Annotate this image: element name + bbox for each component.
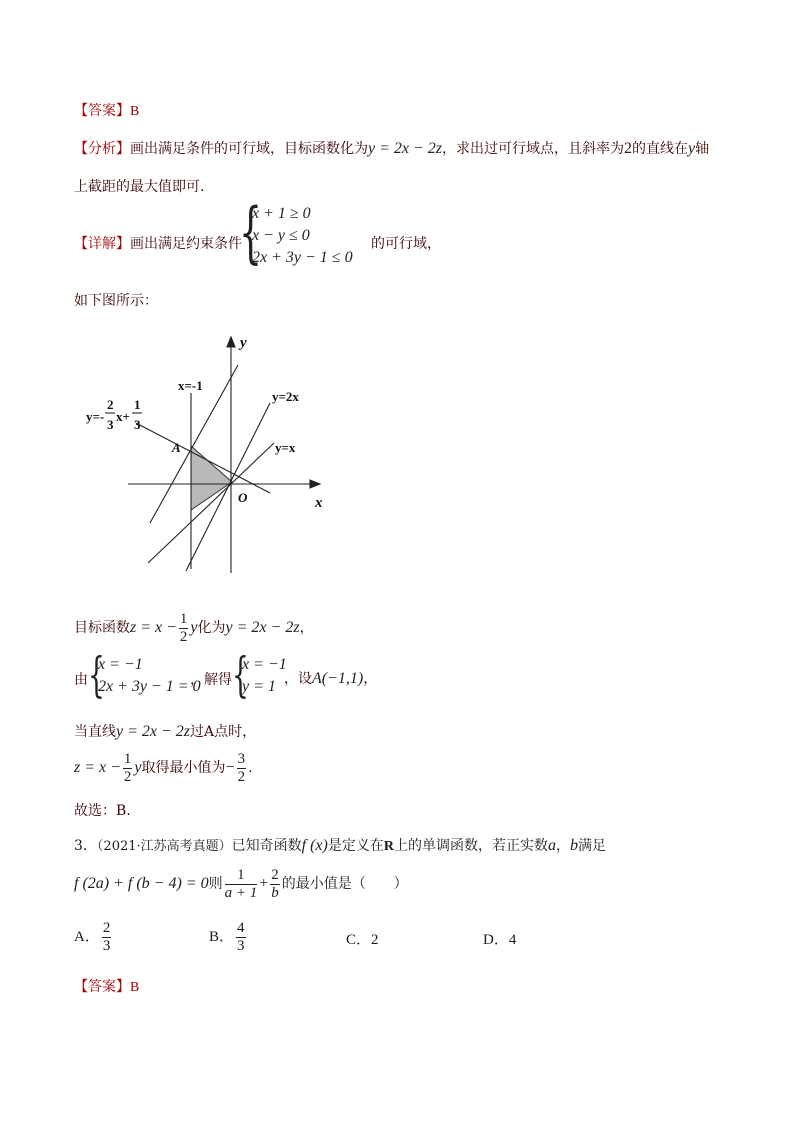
step1-line (74, 610, 314, 646)
system2-eq1: x = −1 (242, 656, 287, 673)
analysis-line-1 (74, 138, 709, 158)
problem-text: 的最小值是（ ） (281, 876, 408, 892)
line-y-eq-x (148, 443, 274, 563)
problem-source: （2021·江苏高考真题） (96, 839, 232, 854)
y-axis-arrow (227, 337, 235, 347)
fraction-one-half (179, 612, 189, 645)
fraction-1-over-a-plus-1 (225, 868, 258, 901)
option-value: 2 (371, 932, 379, 948)
constraint-2: x − y ≤ 0 (252, 227, 310, 244)
step2-tail (284, 668, 377, 688)
label-line3-frac2-num: 1 (134, 397, 141, 412)
step2-text: ， (363, 671, 378, 687)
label-line3-frac1-num: 2 (107, 397, 114, 412)
real-numbers-symbol: R (383, 839, 394, 854)
frac-den: 2 (179, 628, 188, 645)
step4-text: 取得最小值为 (141, 760, 226, 776)
step2-you: 由 (74, 672, 88, 688)
analysis-equation: y = 2x − 2z (368, 140, 443, 157)
step1-text: 化为 (197, 620, 226, 636)
option-label: B． (209, 929, 235, 945)
frac-den: 3 (102, 938, 111, 955)
analysis-text: 的直线在 (632, 141, 689, 157)
point-a-label: A (172, 440, 181, 455)
option-label: C． (346, 932, 372, 948)
answer-line-2 (74, 976, 139, 996)
condition-equation: f (2a) + f (b − 4) = 0 (74, 875, 209, 892)
axis-name: y (688, 140, 696, 157)
step2-solve: ，解得 (190, 672, 232, 688)
label-line3-mid: x+ (116, 409, 130, 424)
option-value: 4 (508, 932, 517, 948)
function-fx: f (x) (301, 837, 328, 854)
constraint-3: 2x + 3y − 1 ≤ 0 (252, 249, 353, 266)
step1-var: y (190, 619, 198, 636)
option-label: D． (483, 932, 509, 948)
problem-number: 3． (74, 838, 97, 854)
step4-lhs: z = x − (74, 759, 121, 776)
y-axis-label: y (240, 335, 247, 351)
option-label: A． (74, 929, 100, 945)
option-b[interactable] (209, 920, 248, 954)
label-y-eq-2x: y=2x (272, 389, 299, 404)
frac-den: b (271, 884, 279, 901)
analysis-text: 轴 (695, 141, 710, 157)
option-d[interactable] (483, 928, 516, 949)
step4-var: y (134, 759, 142, 776)
feasible-region (191, 446, 232, 510)
origin-label: O (238, 490, 248, 505)
constraint-brace: { (239, 194, 263, 271)
detail-tag: 【详解】 (74, 236, 130, 252)
frac-num: 1 (179, 610, 188, 627)
analysis-text: 画出满足条件的可行域，目标函数化为 (130, 141, 368, 157)
step1-text: 目标函数 (74, 620, 130, 636)
frac-den: 2 (237, 768, 246, 785)
step3-text: 过A点时， (190, 724, 257, 740)
answer-tag: 【答案】 (74, 103, 130, 119)
label-line3-frac2-den: 3 (134, 417, 141, 432)
frac-num: 2 (102, 920, 111, 937)
problem3-line-1 (74, 835, 606, 855)
var-b: b (569, 837, 578, 854)
system1-eq1: x = −1 (98, 656, 143, 673)
detail-line (74, 233, 242, 253)
frac-den: 2 (123, 768, 132, 785)
comma: ， (555, 838, 570, 854)
constraint-system (252, 203, 353, 269)
step1-equation: y = 2x − 2z (225, 619, 300, 636)
step4-line (74, 750, 253, 786)
option-fraction (236, 921, 246, 954)
slope-value: 2 (624, 140, 633, 157)
answer-value: B (130, 980, 140, 995)
option-fraction (102, 921, 112, 954)
label-line3-frac1-den: 3 (107, 417, 114, 432)
var-a: a (547, 837, 556, 854)
problem-text: 满足 (577, 838, 606, 854)
frac-num: 1 (225, 868, 258, 885)
problem-text: 已知奇函数 (231, 838, 302, 854)
minus-sign: − (225, 759, 235, 776)
answer-tag: 【答案】 (74, 979, 130, 995)
detail-text-2: 的可行域， (371, 236, 441, 252)
period: . (248, 760, 253, 776)
system2-brace: { (232, 647, 249, 703)
step1-text: ， (299, 620, 314, 636)
frac-num: 3 (237, 750, 246, 767)
fraction-2-over-b (270, 868, 280, 901)
answer-value: B (130, 104, 140, 119)
x-axis-label: x (315, 495, 323, 511)
answer-line (74, 100, 139, 120)
option-a[interactable] (74, 920, 113, 954)
option-c[interactable] (346, 928, 379, 949)
frac-num: 1 (123, 750, 132, 767)
problem-text: 则 (208, 876, 223, 892)
label-y-eq-x: y=x (275, 440, 296, 455)
step3-text: 当直线 (74, 724, 116, 740)
label-line3-prefix: y=- (86, 409, 105, 424)
figure-intro: 如下图所示： (74, 293, 158, 309)
fraction-three-halves (237, 752, 247, 785)
system2 (242, 654, 287, 698)
detail-text: 画出满足约束条件 (130, 236, 242, 252)
point-a: A(−1,1) (312, 670, 364, 687)
frac-num: 2 (271, 866, 279, 883)
problem-text: 是定义在 (327, 838, 384, 854)
frac-num: 4 (237, 920, 245, 937)
system2-eq2: y = 1 (242, 678, 276, 695)
system1 (98, 654, 201, 698)
plus-sign: + (259, 875, 269, 892)
conclusion: 故选：B. (74, 803, 131, 819)
fraction-one-half (123, 752, 133, 785)
problem3-line-2 (74, 864, 408, 904)
frac-den: a + 1 (224, 884, 258, 901)
system1-brace: { (88, 647, 105, 703)
feasible-region-figure (80, 325, 340, 575)
problem-text: 上的单调函数，若正实数 (393, 838, 548, 854)
analysis-text: ，求出过可行域点，且斜率为 (442, 141, 625, 157)
label-x-eq-minus1: x=-1 (178, 378, 203, 393)
step2-text: ，设 (284, 671, 312, 687)
analysis-line-2: 上截距的最大值即可. (74, 179, 205, 195)
step1-lhs: z = x − (130, 619, 177, 636)
step3-equation: y = 2x − 2z (116, 723, 191, 740)
constraint-1: x + 1 ≥ 0 (252, 205, 311, 222)
analysis-tag: 【分析】 (74, 141, 130, 157)
frac-den: 3 (237, 938, 245, 955)
system1-eq2: 2x + 3y − 1 = 0 (98, 678, 201, 695)
step3-line (74, 721, 256, 741)
x-axis-arrow (310, 480, 320, 488)
